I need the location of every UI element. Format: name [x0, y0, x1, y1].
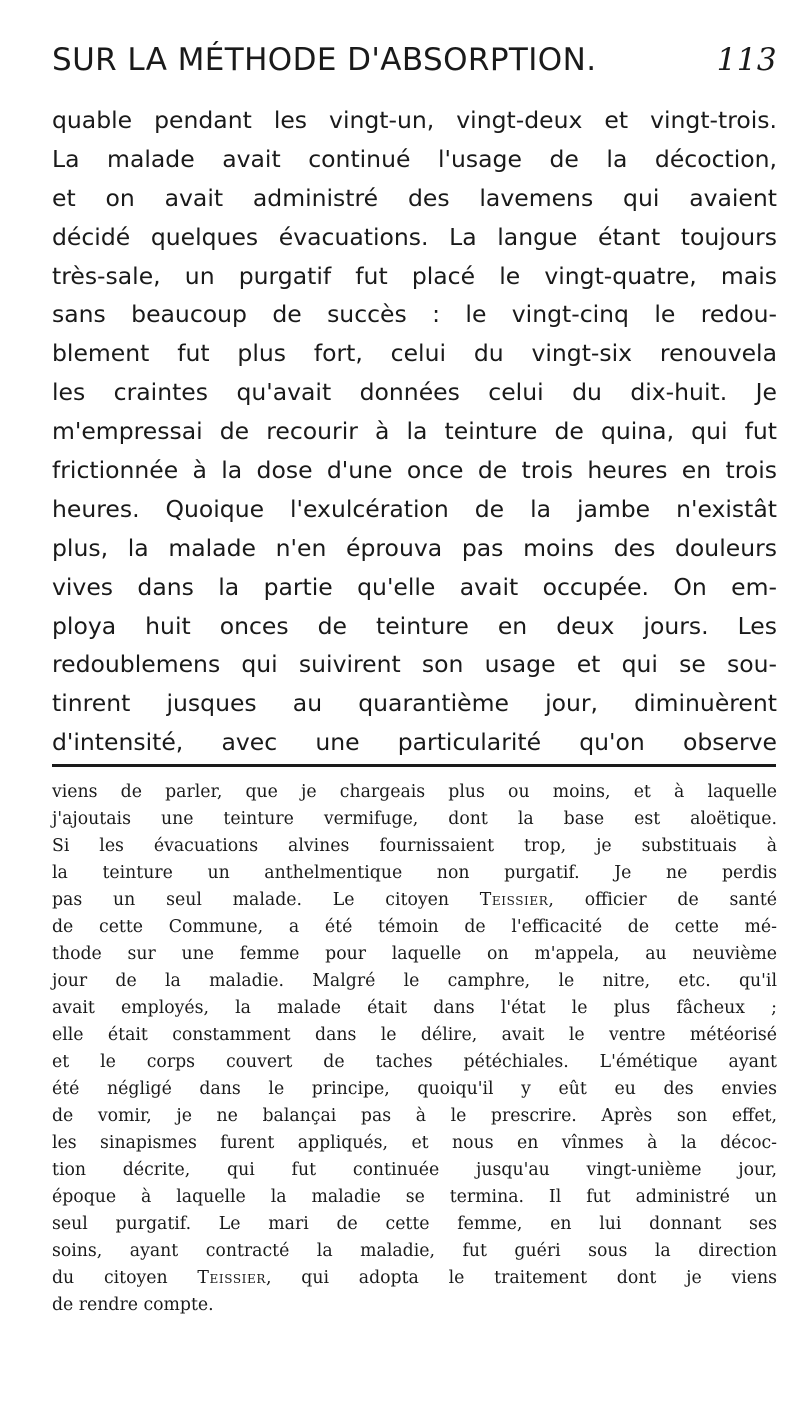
- body-line: La malade avait continué l'usage de la décoction,: [52, 144, 777, 173]
- body-line: heures. Quoique l'exulcération de la jambe n'existât: [52, 494, 777, 523]
- body-line: les craintes qu'avait données celui du dix-huit. Je: [52, 378, 777, 407]
- note-line: la teinture un anthelmentique non purgatif. Je ne perdis: [52, 863, 777, 883]
- body-line: tinrent jusques au quarantième jour, diminuèrent: [52, 689, 777, 718]
- note-fragment: officier de santé: [584, 890, 777, 910]
- note-line: thode sur une femme pour laquelle on m'appela, au neuvième: [52, 944, 777, 964]
- note-line: pas un seul malade. Le citoyen Teissier, officier de santé: [52, 890, 777, 910]
- body-line: très-sale, un purgatif fut placé le vingt-quatre, mais: [52, 261, 777, 290]
- page-number: 113: [716, 42, 777, 78]
- note-fragment: du citoyen: [52, 1268, 168, 1288]
- body-line: et on avait administré des lavemens qui avaient: [52, 183, 777, 212]
- note-line: Si les évacuations alvines fournissaient trop, je substituais à: [52, 836, 777, 856]
- note-line: les sinapismes furent appliqués, et nous en vînmes à la décoc-: [52, 1133, 777, 1153]
- note-line: de rendre compte.: [52, 1295, 214, 1315]
- note-line: elle était constamment dans le délire, avait le ventre météorisé: [52, 1025, 777, 1045]
- body-line: plus, la malade n'en éprouva pas moins des douleurs: [52, 533, 777, 562]
- person-name: Teissier: [479, 890, 549, 910]
- note-line: du citoyen Teissier, qui adopta le traitement dont je viens: [52, 1268, 777, 1288]
- body-line: décidé quelques évacuations. La langue étant toujours: [52, 222, 777, 251]
- body-line: ploya huit onces de teinture en deux jours. Les: [52, 611, 777, 640]
- main-text: [52, 101, 777, 762]
- footnote-rule: [52, 764, 776, 767]
- body-line: blement fut plus fort, celui du vingt-six renouvela: [52, 339, 777, 368]
- note-line: soins, ayant contracté la maladie, fut guéri sous la direction: [52, 1241, 777, 1261]
- note-line: seul purgatif. Le mari de cette femme, en lui donnant ses: [52, 1214, 777, 1234]
- note-line: j'ajoutais une teinture vermifuge, dont la base est aloëtique.: [52, 809, 777, 829]
- person-name: Teissier: [197, 1268, 267, 1288]
- body-line: sans beaucoup de succès : le vingt-cinq le redou-: [52, 300, 777, 329]
- note-line: de vomir, je ne balançai pas à le prescrire. Après son effet,: [52, 1106, 777, 1126]
- note-fragment: pas un seul malade. Le citoyen: [52, 890, 449, 910]
- body-line: d'intensité, avec une particularité qu'on observe: [52, 728, 777, 757]
- body-line: frictionnée à la dose d'une once de trois heures en trois: [52, 456, 777, 485]
- body-line: vives dans la partie qu'elle avait occupée. On em-: [52, 572, 777, 601]
- body-line: m'empressai de recourir à la teinture de quina, qui fut: [52, 417, 777, 446]
- note-line: et le corps couvert de taches pétéchiales. L'émétique ayant: [52, 1052, 777, 1072]
- running-head-title: SUR LA MÉTHODE D'ABSORPTION.: [52, 42, 597, 78]
- footnote: [52, 779, 777, 1319]
- note-line: époque à laquelle la maladie se termina. Il fut administré un: [52, 1187, 777, 1207]
- running-head: [52, 42, 777, 78]
- note-line: tion décrite, qui fut continuée jusqu'au vingt-unième jour,: [52, 1160, 777, 1180]
- note-line: jour de la maladie. Malgré le camphre, le nitre, etc. qu'il: [52, 971, 777, 991]
- note-line: été négligé dans le principe, quoiqu'il y eût eu des envies: [52, 1079, 777, 1099]
- note-line: viens de parler, que je chargeais plus ou moins, et à laquelle: [52, 782, 777, 802]
- body-line: quable pendant les vingt-un, vingt-deux et vingt-trois.: [52, 106, 777, 134]
- body-line: redoublemens qui suivirent son usage et qui se sou-: [52, 650, 777, 679]
- note-fragment: qui adopta le traitement dont je viens: [301, 1268, 777, 1288]
- note-line: avait employés, la malade était dans l'état le plus fâcheux ;: [52, 998, 777, 1018]
- note-line: de cette Commune, a été témoin de l'efficacité de cette mé-: [52, 917, 777, 937]
